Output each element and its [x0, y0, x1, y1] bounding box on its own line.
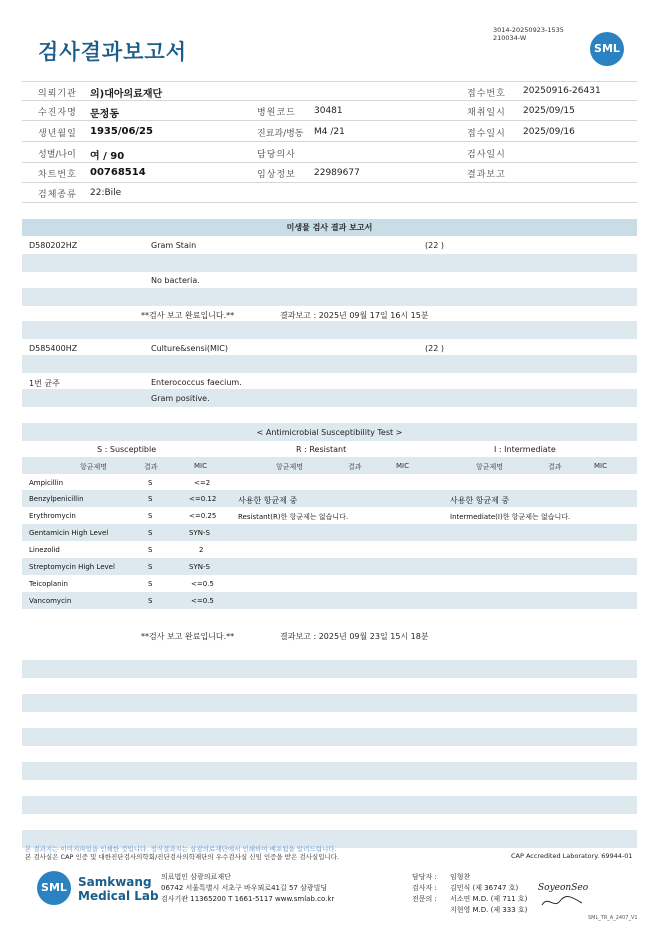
header-divider	[22, 100, 637, 101]
row-band	[22, 288, 637, 306]
birth-label: 생년월일	[38, 129, 77, 139]
ast-mic: SYN-S	[189, 529, 210, 537]
specimen-value: 22:Bile	[90, 188, 122, 198]
sexage-value: 여 / 90	[90, 151, 125, 162]
recipient-value: 문정동	[90, 109, 119, 120]
ast-mic: SYN-S	[189, 563, 210, 571]
signature-seo: SoyeonSeo	[538, 883, 589, 893]
org-address: 06742 서울특별시 서초구 바우뫼로41길 57 삼광빌딩	[161, 884, 328, 892]
organism-name: Enterococcus faecium.	[151, 378, 242, 387]
resistant-used-note: 사용한 항균제 중	[238, 496, 298, 505]
ast-result: S	[148, 597, 153, 605]
sexage-label: 성별/나이	[38, 150, 76, 160]
clinical-value: 22989677	[314, 168, 360, 178]
tester-name: 김민식 (제 36747 호)	[450, 884, 519, 892]
organism-label: 1번 균주	[29, 379, 60, 388]
collected-value: 2025/09/15	[523, 106, 575, 116]
receipt-no-label: 접수번호	[467, 89, 506, 99]
ast-result: S	[148, 546, 153, 554]
ast-title: < Antimicrobial Susceptibility Test >	[256, 428, 403, 437]
result-gram-stain: No bacteria.	[151, 276, 200, 285]
specimen-label: 검체종류	[38, 190, 77, 200]
ast-col-drug-r: 항균제명	[276, 463, 304, 471]
recipient-label: 수진자명	[38, 108, 77, 118]
signature-ji	[540, 895, 584, 909]
ast-col-mic-s: MIC	[194, 462, 207, 470]
dept-value: M4 /21	[314, 127, 345, 137]
chart-value: 00768514	[90, 167, 146, 178]
tester-label: 검사자 :	[412, 884, 437, 892]
received-value: 2025/09/16	[523, 127, 575, 137]
ast-resistant-legend: R : Resistant	[296, 445, 347, 454]
ast-col-drug-s: 항균제명	[80, 463, 108, 471]
ast-drug: Vancomycin	[29, 597, 72, 605]
image-print-notice: 본 결과지는 이미지파일을 인쇄한 것입니다. 정식결과지는 삼광의료재단에서 인쇄하여 배포됨을 알려드립니다.	[25, 845, 337, 853]
row-band	[22, 592, 637, 609]
row-band	[22, 490, 637, 507]
ast-result: S	[148, 479, 153, 487]
ast-col-result-r: 결과	[348, 463, 362, 471]
row-band	[22, 660, 637, 678]
test-count-1: (22 )	[425, 241, 444, 250]
staff-labels	[412, 872, 437, 905]
expert-label: 전문의 :	[412, 895, 437, 903]
header-divider	[22, 182, 637, 183]
report-time-1: 결과보고 : 2025년 09월 17일 16시 15분	[280, 311, 429, 320]
org-info	[161, 872, 334, 905]
section-title: 미생물 검사 결과 보고서	[286, 223, 373, 232]
org-name: 의료법인 삼광의료재단	[161, 873, 231, 881]
header-divider	[22, 141, 637, 142]
intermediate-none-note: Intermediate(I)한 항균제는 없습니다.	[450, 513, 571, 521]
report-time-2: 결과보고 : 2025년 09월 23일 15시 18분	[280, 632, 429, 641]
ast-drug: Gentamicin High Level	[29, 529, 109, 537]
row-band	[22, 355, 637, 373]
report-complete-2: **검사 보고 완료입니다.**	[141, 632, 235, 641]
row-band	[22, 389, 637, 407]
collected-label: 채취일시	[467, 108, 506, 118]
header-divider-bottom	[22, 202, 637, 203]
ast-drug: Benzylpenicillin	[29, 495, 84, 503]
brand-line2: Medical Lab	[78, 889, 159, 903]
ast-col-mic-i: MIC	[594, 462, 607, 470]
test-count-2: (22 )	[425, 344, 444, 353]
form-code: SML_TR_A_2407_V1	[588, 915, 638, 921]
row-band	[22, 728, 637, 746]
received-label: 접수일시	[467, 129, 506, 139]
row-band	[22, 457, 637, 474]
row-band	[22, 524, 637, 541]
intermediate-used-note: 사용한 항균제 중	[450, 496, 510, 505]
document-id-line1: 3014-20250923-1535	[493, 26, 564, 34]
staff-values	[450, 872, 527, 916]
hospital-code-label: 병원코드	[257, 108, 296, 118]
header-divider	[22, 120, 637, 121]
brand-line1: Samkwang	[78, 875, 152, 889]
brand-name	[78, 875, 159, 903]
chart-label: 차트번호	[38, 170, 77, 180]
ast-result: S	[148, 495, 153, 503]
ast-col-drug-i: 항균제명	[476, 463, 504, 471]
receipt-no-value: 20250916-26431	[523, 86, 601, 96]
ast-mic: <=0.25	[189, 512, 217, 520]
ast-mic: 2	[199, 546, 204, 554]
requester-value: 의)대아의료재단	[90, 89, 163, 100]
hospital-code-value: 30481	[314, 106, 343, 116]
report-complete-1: **검사 보고 완료입니다.**	[141, 311, 235, 320]
ast-drug: Linezolid	[29, 546, 60, 554]
test-code-1: D580202HZ	[29, 241, 78, 250]
clinical-label: 임상정보	[257, 170, 296, 180]
manager-name: 임형찬	[450, 873, 471, 881]
ast-result: S	[148, 529, 153, 537]
test-code-2: D585400HZ	[29, 344, 78, 353]
header-divider-top	[22, 81, 637, 82]
row-band	[22, 762, 637, 780]
ast-result: S	[148, 580, 153, 588]
ast-drug: Streptomycin High Level	[29, 563, 115, 571]
ast-drug: Erythromycin	[29, 512, 76, 520]
ast-col-result-s: 결과	[144, 463, 158, 471]
requester-label: 의뢰기관	[38, 89, 77, 99]
cap-accreditation: CAP Accredited Laboratory. 69944-01	[511, 852, 633, 860]
reported-label: 결과보고	[467, 170, 506, 180]
row-band	[22, 694, 637, 712]
ast-result: S	[148, 563, 153, 571]
ast-drug: Ampicillin	[29, 479, 64, 487]
org-contact: 검사기관 11365200 T 1661-5117 www.smlab.co.kr	[161, 895, 335, 903]
test-name-1: Gram Stain	[151, 241, 197, 250]
expert-name-1: 서소연 M.D. (제 711 호)	[450, 895, 528, 903]
row-band	[22, 796, 637, 814]
organism-gram: Gram positive.	[151, 394, 210, 403]
test-name-2: Culture&sensi(MIC)	[151, 344, 228, 353]
ast-mic: <=0.5	[191, 580, 214, 588]
ast-col-mic-r: MIC	[396, 462, 409, 470]
document-id-line2: 210034-W	[493, 34, 527, 42]
ast-mic: <=0.12	[189, 495, 217, 503]
sml-logo: SML	[590, 32, 624, 66]
ast-mic: <=0.5	[191, 597, 214, 605]
dept-label: 진료과/병동	[257, 129, 304, 139]
birth-value: 1935/06/25	[90, 126, 153, 137]
document-id	[493, 26, 564, 42]
resistant-none-note: Resistant(R)한 항균제는 없습니다.	[238, 513, 349, 521]
doctor-label: 담당의사	[257, 150, 296, 160]
tested-label: 검사일시	[467, 150, 506, 160]
ast-drug: Teicoplanin	[29, 580, 68, 588]
ast-col-result-i: 결과	[548, 463, 562, 471]
expert-name-2: 지현영 M.D. (제 333 호)	[450, 906, 528, 914]
ast-mic: <=2	[194, 479, 211, 487]
header-divider	[22, 162, 637, 163]
sml-logo: SML	[37, 871, 71, 905]
row-band	[22, 321, 637, 339]
accreditation-notice: 본 검사실은 CAP 인증 및 대한진단검사의학회/진단검사의학재단의 우수검사실 신임 인증을 받은 검사실입니다.	[25, 853, 340, 861]
row-band	[22, 254, 637, 272]
manager-label: 담당자 :	[412, 873, 437, 881]
ast-susceptible-legend: S : Susceptible	[97, 445, 157, 454]
document-title: 검사결과보고서	[38, 40, 188, 64]
ast-intermediate-legend: I : Intermediate	[494, 445, 556, 454]
ast-result: S	[148, 512, 153, 520]
